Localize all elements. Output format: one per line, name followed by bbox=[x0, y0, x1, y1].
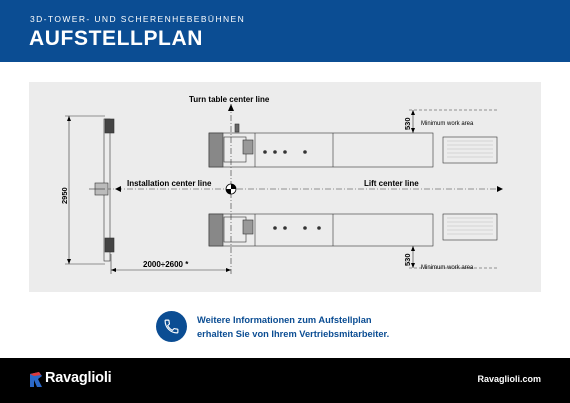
lift-label: Lift center line bbox=[364, 179, 419, 188]
turn-table-label: Turn table center line bbox=[189, 95, 270, 104]
dim-2950: 2950 bbox=[60, 187, 69, 204]
brand-mark-icon bbox=[29, 371, 43, 389]
lower-turntable bbox=[224, 217, 246, 242]
dim-530-top: 530 bbox=[403, 117, 412, 130]
dim-2000-2600: 2000÷2600 * bbox=[143, 260, 189, 269]
lift-arrow bbox=[497, 186, 503, 192]
installation-arrow bbox=[115, 186, 121, 192]
page-footer bbox=[0, 358, 570, 403]
rail-top-block bbox=[105, 119, 114, 133]
min-work-area-bottom: Minimum work area bbox=[421, 265, 474, 271]
contact-info bbox=[156, 311, 456, 343]
installation-label: Installation center line bbox=[127, 179, 212, 188]
page-title: AUFSTELLPLAN bbox=[29, 27, 204, 50]
upper-turntable bbox=[224, 137, 246, 162]
page-header bbox=[0, 0, 570, 62]
installation-drawing bbox=[29, 82, 541, 292]
layout-diagram bbox=[29, 82, 541, 292]
lower-runway bbox=[209, 214, 433, 246]
info-line-2: erhalten Sie von Ihrem Vertriebsmitarbeiter. bbox=[197, 329, 390, 339]
dim-530-bottom: 530 bbox=[403, 253, 412, 266]
website-link[interactable]: Ravaglioli.com bbox=[477, 374, 541, 384]
info-line-1: Weitere Informationen zum Aufstellplan bbox=[197, 315, 372, 325]
upper-runway-end bbox=[209, 133, 223, 167]
header-subtitle: 3D-TOWER- UND SCHERENHEBEBÜHNEN bbox=[30, 14, 246, 24]
turn-table-arrow bbox=[228, 104, 234, 111]
min-work-area-top: Minimum work area bbox=[421, 121, 474, 127]
phone-icon bbox=[156, 311, 187, 342]
lower-runway-end bbox=[209, 214, 223, 246]
brand-name: Ravaglioli bbox=[45, 370, 112, 386]
rail-bottom-block bbox=[105, 238, 114, 252]
